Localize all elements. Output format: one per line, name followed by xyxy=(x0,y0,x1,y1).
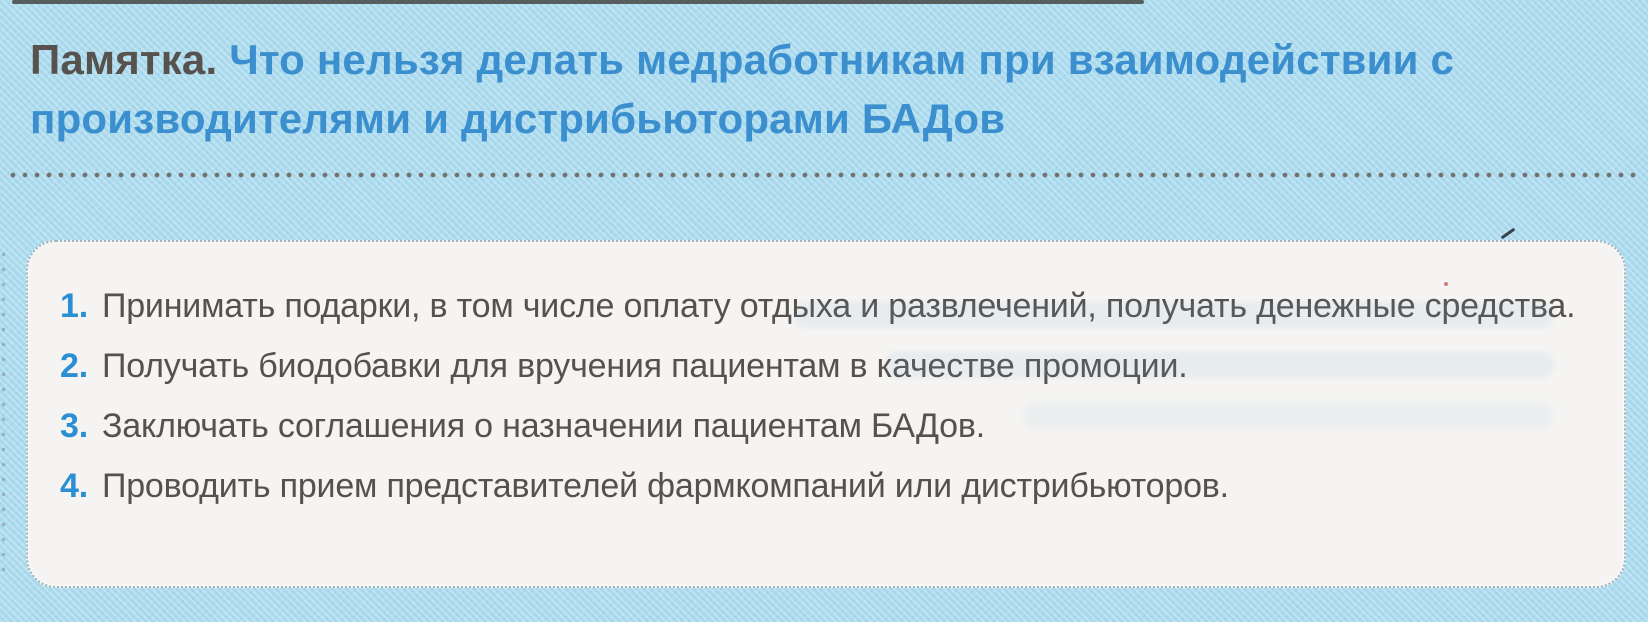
list-item xyxy=(60,282,1584,331)
scan-artifact-left-edge xyxy=(1,252,6,582)
list-item-number: 3. xyxy=(60,407,88,445)
memo-header xyxy=(30,30,1600,148)
rules-card xyxy=(26,240,1626,588)
list-item-text: Заключать соглашения о назначении пациентам БАДов. xyxy=(101,407,985,445)
list-item-text: Проводить прием представителей фармкомпаний или дистрибьюторов. xyxy=(101,467,1229,505)
scan-speck-dark xyxy=(1501,228,1516,240)
memo-title: Что нельзя делать медработникам при взаимодействии с производителями и дистрибьюторами БАДов xyxy=(30,36,1455,142)
prohibited-actions-list xyxy=(60,282,1584,511)
list-item xyxy=(60,342,1584,391)
list-item xyxy=(60,462,1584,511)
memo-label: Памятка. xyxy=(30,36,218,83)
list-item xyxy=(60,402,1584,451)
dotted-separator xyxy=(10,172,1638,178)
list-item-text: Принимать подарки, в том числе оплату отдыха и развлечений, получать денежные средства. xyxy=(101,287,1576,325)
list-item-text: Получать биодобавки для вручения пациентам в качестве промоции. xyxy=(101,347,1188,385)
list-item-number: 2. xyxy=(60,347,88,385)
list-item-number: 4. xyxy=(60,467,88,505)
list-item-number: 1. xyxy=(60,287,88,325)
scan-speck-red xyxy=(1444,282,1448,286)
scan-artifact-top-line xyxy=(12,0,1144,4)
